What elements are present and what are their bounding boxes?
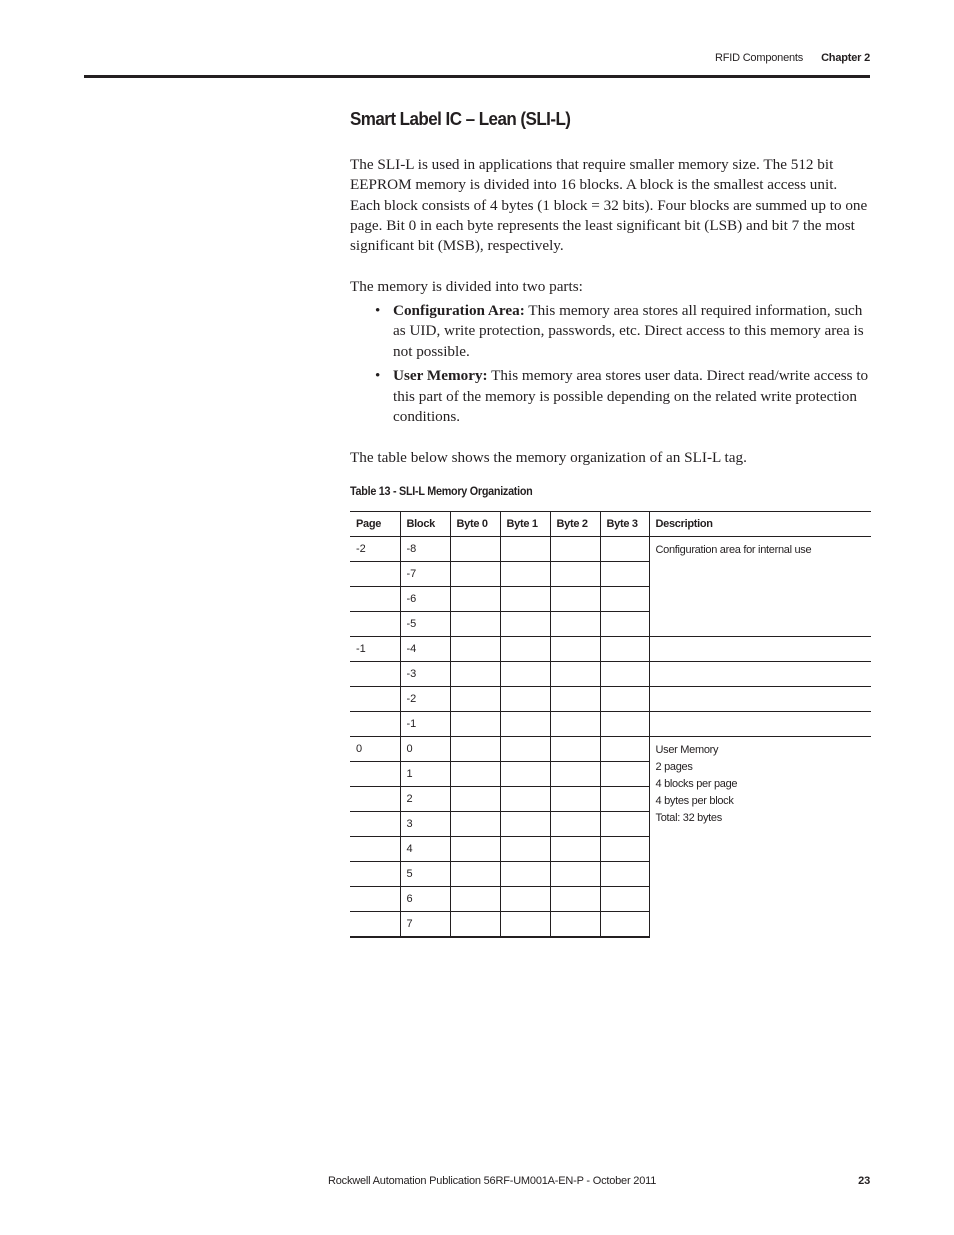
cell-page bbox=[350, 687, 400, 712]
cell-byte-3 bbox=[600, 687, 649, 712]
cell-byte-2 bbox=[550, 762, 600, 787]
cell-byte-0 bbox=[450, 637, 500, 662]
cell-page bbox=[350, 662, 400, 687]
cell-byte-1 bbox=[500, 687, 550, 712]
column-header-description: Description bbox=[649, 512, 871, 537]
cell-block: 3 bbox=[400, 812, 450, 837]
cell-page bbox=[350, 612, 400, 637]
cell-byte-2 bbox=[550, 637, 600, 662]
cell-page bbox=[350, 712, 400, 737]
cell-description-configuration: Configuration area for internal use bbox=[649, 537, 871, 637]
cell-byte-0 bbox=[450, 862, 500, 887]
bullet-icon: • bbox=[375, 367, 381, 385]
cell-byte-3 bbox=[600, 912, 649, 938]
cell-byte-2 bbox=[550, 562, 600, 587]
cell-byte-2 bbox=[550, 712, 600, 737]
column-header-byte-1: Byte 1 bbox=[500, 512, 550, 537]
cell-byte-0 bbox=[450, 787, 500, 812]
cell-byte-1 bbox=[500, 587, 550, 612]
cell-page bbox=[350, 762, 400, 787]
parts-intro-paragraph: The memory is divided into two parts: bbox=[350, 278, 583, 295]
cell-byte-2 bbox=[550, 737, 600, 762]
cell-page bbox=[350, 787, 400, 812]
page-content bbox=[350, 108, 870, 498]
cell-byte-3 bbox=[600, 887, 649, 912]
memory-organization-table bbox=[350, 511, 871, 938]
list-item-configuration-area bbox=[350, 301, 870, 362]
table-row bbox=[350, 537, 871, 562]
column-header-byte-3: Byte 3 bbox=[600, 512, 649, 537]
cell-byte-0 bbox=[450, 812, 500, 837]
cell-page bbox=[350, 587, 400, 612]
intro-paragraph: The SLI-L is used in applications that require smaller memory size. The 512 bit EEPROM memory is divided into 16 blocks. A block is the smallest access unit. Each block consists of 4 bytes (1 block = 32 bits). Four blocks are summed up to one page. Bit 0 in each byte represents the least significant bit (LSB) and bit 7 the most significant bit (MSB), respectively. bbox=[350, 156, 868, 255]
cell-byte-3 bbox=[600, 762, 649, 787]
cell-page bbox=[350, 862, 400, 887]
cell-block: 7 bbox=[400, 912, 450, 938]
desc-line: 4 blocks per page bbox=[655, 778, 738, 790]
cell-byte-0 bbox=[450, 612, 500, 637]
cell-description-user-memory bbox=[649, 737, 871, 938]
table-header-row bbox=[350, 512, 871, 537]
desc-line: User Memory bbox=[655, 744, 719, 756]
cell-byte-2 bbox=[550, 587, 600, 612]
cell-page: 0 bbox=[350, 737, 400, 762]
bullet-term: User Memory: bbox=[393, 367, 488, 385]
cell-byte-3 bbox=[600, 612, 649, 637]
cell-byte-1 bbox=[500, 912, 550, 938]
cell-byte-1 bbox=[500, 787, 550, 812]
cell-block: -4 bbox=[400, 637, 450, 662]
cell-byte-0 bbox=[450, 887, 500, 912]
cell-byte-2 bbox=[550, 612, 600, 637]
cell-byte-3 bbox=[600, 637, 649, 662]
cell-byte-0 bbox=[450, 687, 500, 712]
table-row bbox=[350, 737, 871, 762]
cell-byte-1 bbox=[500, 737, 550, 762]
cell-block: -7 bbox=[400, 562, 450, 587]
cell-page bbox=[350, 912, 400, 938]
bullet-text: This memory area stores user data. Direct read/write access to this part of the memory is possible depending on the related write protection conditions. bbox=[393, 367, 869, 425]
cell-block: 0 bbox=[400, 737, 450, 762]
header-rule bbox=[84, 75, 870, 78]
cell-byte-3 bbox=[600, 737, 649, 762]
cell-page bbox=[350, 812, 400, 837]
cell-byte-2 bbox=[550, 687, 600, 712]
section-title: Smart Label IC – Lean (SLI-L) bbox=[350, 108, 571, 129]
cell-byte-3 bbox=[600, 537, 649, 562]
memory-parts-list bbox=[350, 301, 870, 432]
cell-byte-3 bbox=[600, 862, 649, 887]
cell-byte-3 bbox=[600, 812, 649, 837]
cell-page bbox=[350, 837, 400, 862]
cell-byte-3 bbox=[600, 787, 649, 812]
cell-description bbox=[649, 662, 871, 687]
cell-page: -2 bbox=[356, 543, 366, 555]
cell-page bbox=[350, 562, 400, 587]
cell-byte-1 bbox=[500, 712, 550, 737]
desc-line: 2 pages bbox=[655, 761, 693, 773]
bullet-icon: • bbox=[375, 302, 381, 319]
cell-byte-1 bbox=[500, 537, 550, 562]
cell-byte-0 bbox=[450, 537, 500, 562]
cell-block: 5 bbox=[400, 862, 450, 887]
column-header-page: Page bbox=[356, 518, 382, 530]
cell-block: -8 bbox=[400, 537, 450, 562]
desc-line: Total: 32 bytes bbox=[655, 812, 722, 824]
cell-byte-2 bbox=[550, 787, 600, 812]
cell-block: 4 bbox=[400, 837, 450, 862]
cell-byte-3 bbox=[600, 562, 649, 587]
footer-publication: Rockwell Automation Publication 56RF-UM001A-EN-P - October 2011 bbox=[328, 1175, 657, 1187]
cell-byte-0 bbox=[450, 712, 500, 737]
cell-byte-1 bbox=[500, 562, 550, 587]
cell-byte-1 bbox=[500, 662, 550, 687]
cell-block: 2 bbox=[400, 787, 450, 812]
cell-byte-0 bbox=[450, 662, 500, 687]
desc-line: 4 bytes per block bbox=[655, 795, 734, 807]
cell-block: 1 bbox=[400, 762, 450, 787]
table-row bbox=[350, 687, 871, 712]
cell-byte-1 bbox=[500, 837, 550, 862]
column-header-block: Block bbox=[400, 512, 450, 537]
cell-byte-0 bbox=[450, 737, 500, 762]
cell-page: -1 bbox=[350, 637, 400, 662]
cell-byte-2 bbox=[550, 862, 600, 887]
cell-byte-3 bbox=[600, 837, 649, 862]
cell-byte-2 bbox=[550, 887, 600, 912]
bullet-text: This memory area stores all required information, such as UID, write protection, passwords, etc. Direct access to this memory area is not possible. bbox=[393, 302, 864, 360]
cell-block: -2 bbox=[400, 687, 450, 712]
header-chapter: Chapter 2 bbox=[821, 52, 870, 64]
cell-description bbox=[649, 687, 871, 712]
bullet-term: Configuration Area: bbox=[393, 302, 525, 319]
header-section: RFID Components bbox=[714, 52, 804, 64]
cell-byte-0 bbox=[450, 562, 500, 587]
cell-byte-2 bbox=[550, 537, 600, 562]
running-header bbox=[715, 52, 870, 64]
cell-byte-1 bbox=[500, 887, 550, 912]
cell-byte-0 bbox=[450, 912, 500, 938]
cell-block: -5 bbox=[400, 612, 450, 637]
cell-block: 6 bbox=[400, 887, 450, 912]
cell-block: -1 bbox=[400, 712, 450, 737]
cell-byte-1 bbox=[500, 612, 550, 637]
cell-byte-1 bbox=[500, 762, 550, 787]
cell-byte-2 bbox=[550, 812, 600, 837]
cell-block: -3 bbox=[400, 662, 450, 687]
list-item-user-memory bbox=[350, 366, 870, 427]
cell-byte-2 bbox=[550, 912, 600, 938]
cell-byte-1 bbox=[500, 637, 550, 662]
cell-byte-0 bbox=[450, 587, 500, 612]
cell-byte-0 bbox=[450, 837, 500, 862]
cell-byte-3 bbox=[600, 662, 649, 687]
table-row bbox=[350, 662, 871, 687]
cell-block: -6 bbox=[400, 587, 450, 612]
cell-byte-0 bbox=[450, 762, 500, 787]
cell-description bbox=[649, 712, 871, 737]
table-intro-paragraph: The table below shows the memory organization of an SLI-L tag. bbox=[350, 449, 747, 466]
column-header-byte-2: Byte 2 bbox=[550, 512, 600, 537]
page-number: 23 bbox=[858, 1175, 870, 1187]
cell-byte-1 bbox=[500, 862, 550, 887]
cell-byte-2 bbox=[550, 837, 600, 862]
cell-page bbox=[350, 887, 400, 912]
table-caption: Table 13 - SLI-L Memory Organization bbox=[350, 484, 533, 498]
cell-byte-2 bbox=[550, 662, 600, 687]
cell-byte-3 bbox=[600, 712, 649, 737]
cell-byte-3 bbox=[600, 587, 649, 612]
table-row bbox=[350, 637, 871, 662]
cell-byte-1 bbox=[500, 812, 550, 837]
table-row bbox=[350, 712, 871, 737]
cell-description bbox=[649, 637, 871, 662]
column-header-byte-0: Byte 0 bbox=[450, 512, 500, 537]
